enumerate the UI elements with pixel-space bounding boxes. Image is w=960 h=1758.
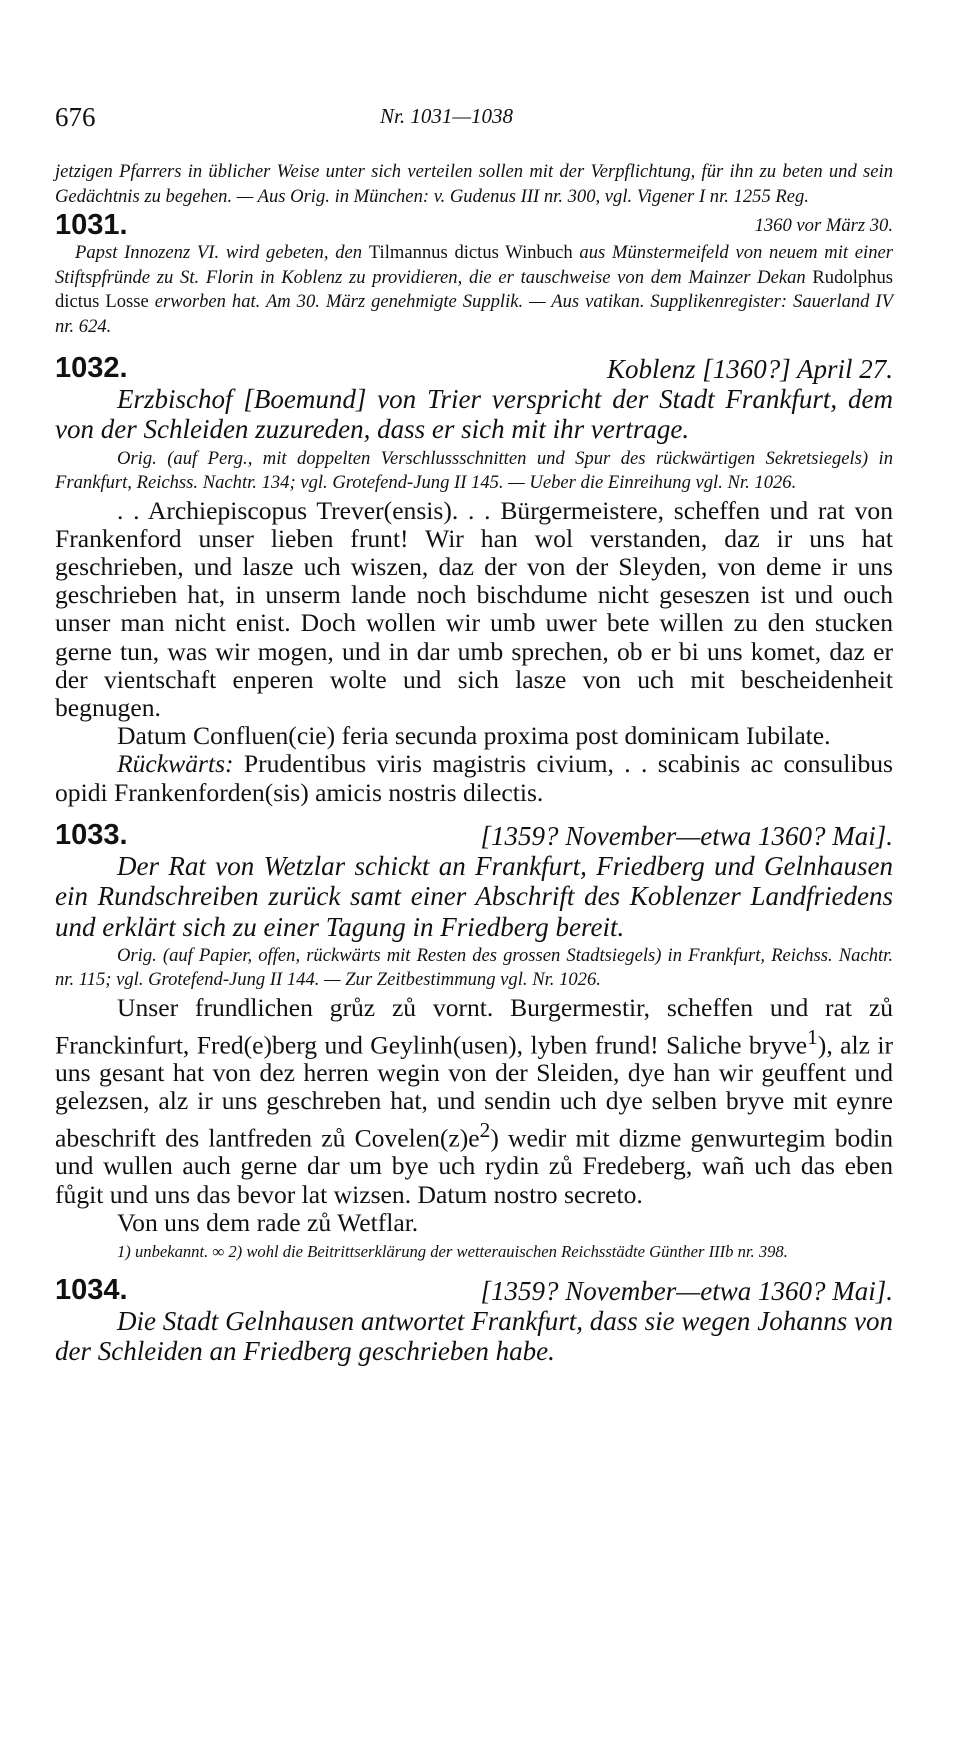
entry-date: [1359? November—etwa 1360? Mai]. — [480, 820, 893, 851]
dorsal-note — [55, 750, 893, 806]
entry-number: 1032. — [55, 351, 128, 384]
entry-1033 — [55, 819, 893, 1262]
regest-part: aus Münstermeifeld von neuem mit einer Stiftspfründe zu St. Florin in Koblenz zu providieren, die er tauschweise von dem Mainzer Dekan — [55, 242, 893, 288]
entry-header — [55, 209, 893, 241]
entry-source-note: Orig. (auf Perg., mit doppelten Verschlussschnitten und Spur des rückwärtigen Sekretsiegels) in Frankfurt, Reichss. Nachtr. 134; vgl. Grotefend-Jung II 145. — Ueber die Einreihung vgl. Nr. 1026. — [55, 447, 893, 493]
text-part: Unser frundlichen grůz zů vornt. Burgermestir, scheffen und rat zů Franckinfurt, Fred(e)berg und Geylinh(usen), lyben frund! Saliche bryve — [55, 993, 893, 1060]
entry-regest — [55, 241, 893, 339]
previous-entry-tail: jetzigen Pfarrers in üblicher Weise unter sich verteilen sollen mit der Verpflichtung, für ihn zu beten und sein Gedächtnis zu begehen. — Aus Orig. in München: v. Gudenus III nr. 300, vgl. Vigener I nr. 1255 Reg. — [55, 161, 893, 207]
document-text: . . Archiepiscopus Trever(ensis). . . Bürgermeistere, scheffen und rat von Frankenford unser lieben frunt! Wir han wol verstanden, daz ir uns hat geschrieben, und lasze uch wiszen, daz der von der Sleyden, von deme ir uns geschrieben hat, in unserm lande noch bischdume nicht geseszen ist und ouch unser man nicht enist. Doch wollen wir umb uwer bete willen zu den stucken gerne tun, was wir mogen, und in dar umb sprechen, ob er bi uns komet, daz er der vientschaft enperen wolte und sich lasze von uch mit bescheidenheit begnugen. — [55, 495, 893, 722]
running-head: Nr. 1031—1038 — [380, 104, 514, 128]
entry-date: Koblenz [1360?] April 27. — [606, 353, 893, 384]
entry-number: 1033. — [55, 818, 128, 851]
entry-1032 — [55, 352, 893, 807]
entry-1031 — [55, 209, 893, 339]
signature-line: Von uns dem rade zů Wetflar. — [117, 1207, 419, 1237]
entry-number: 1031. — [55, 209, 128, 242]
regest-name: Rudolphus dictus Losse — [55, 266, 893, 313]
datum-line: Datum Confluen(cie) feria secunda proxima post dominicam Iubilate. — [117, 721, 831, 751]
entry-header — [55, 1274, 893, 1306]
entry-number: 1034. — [55, 1273, 128, 1306]
text-part: ), alz ir uns gesant hat von dez herren wegin von der Sleiden, dye han wir geuffent und gelezsen, alz ir uns geschreben hat, und sendin uch dye selben bryve mit eynre abeschrift des lantfreden zů Covelen(z)e — [55, 1030, 893, 1153]
entry-1034 — [55, 1274, 893, 1367]
dorsal-text: Prudentibus viris magistris civium, . . scabinis ac consulibus opidi Frankenforden(sis) amicis nostris dilectis. — [55, 749, 893, 807]
entry-summary: Der Rat von Wetzlar schickt an Frankfurt, Friedberg und Gelnhausen ein Rundschreiben zurück samt einer Abschrift des Koblenzer Landfriedens und erklärt sich zu einer Tagung in Friedberg bereit. — [55, 850, 893, 942]
footnotes: 1) unbekannt. ∞ 2) wohl die Beitrittserklärung der wetterauischen Reichsstädte Günther IIIb nr. 398. — [117, 1241, 788, 1261]
text-part: ) wedir mit dizme genwurtegim bodin und wullen auch gerne dar um bye uch rydin zů Fredeberg, wañ uch das eben fůgit und uns das bevor lat wizsen. Datum nostro secreto. — [55, 1123, 894, 1209]
entry-header — [55, 819, 893, 851]
entry-date: [1359? November—etwa 1360? Mai]. — [480, 1275, 893, 1306]
entry-summary: Erzbischof [Boemund] von Trier verspricht der Stadt Frankfurt, dem von der Schleiden zuzureden, dass er sich mit ihr vertrage. — [55, 383, 893, 445]
dorsal-label: Rückwärts: — [117, 749, 234, 779]
regest-part: erworben hat. Am 30. März genehmigte Supplik. — Aus vatikan. Supplikenregister: Sauerland IV nr. 624. — [55, 291, 893, 337]
footnote-mark: 1 — [807, 1024, 818, 1049]
entry-source-note: Orig. (auf Papier, offen, rückwärts mit Resten des grossen Stadtsiegels) in Frankfurt, Reichss. Nachtr. nr. 115; vgl. Grotefend-Jung II 144. — Zur Zeitbestimmung vgl. Nr. 1026. — [55, 945, 893, 991]
entry-header — [55, 352, 893, 384]
document-text — [55, 994, 893, 1208]
footnote-mark: 2 — [479, 1117, 491, 1142]
regest-name: Tilmannus dictus Winbuch — [368, 242, 573, 264]
regest-part: Papst Innozenz VI. wird gebeten, den — [75, 242, 369, 264]
page-number: 676 — [55, 102, 96, 132]
entry-date: 1360 vor März 30. — [754, 215, 893, 237]
page-content — [55, 160, 893, 1367]
entry-summary: Die Stadt Gelnhausen antwortet Frankfurt, dass sie wegen Johanns von der Schleiden an Friedberg geschrieben habe. — [55, 1305, 893, 1367]
page-header — [55, 102, 900, 142]
